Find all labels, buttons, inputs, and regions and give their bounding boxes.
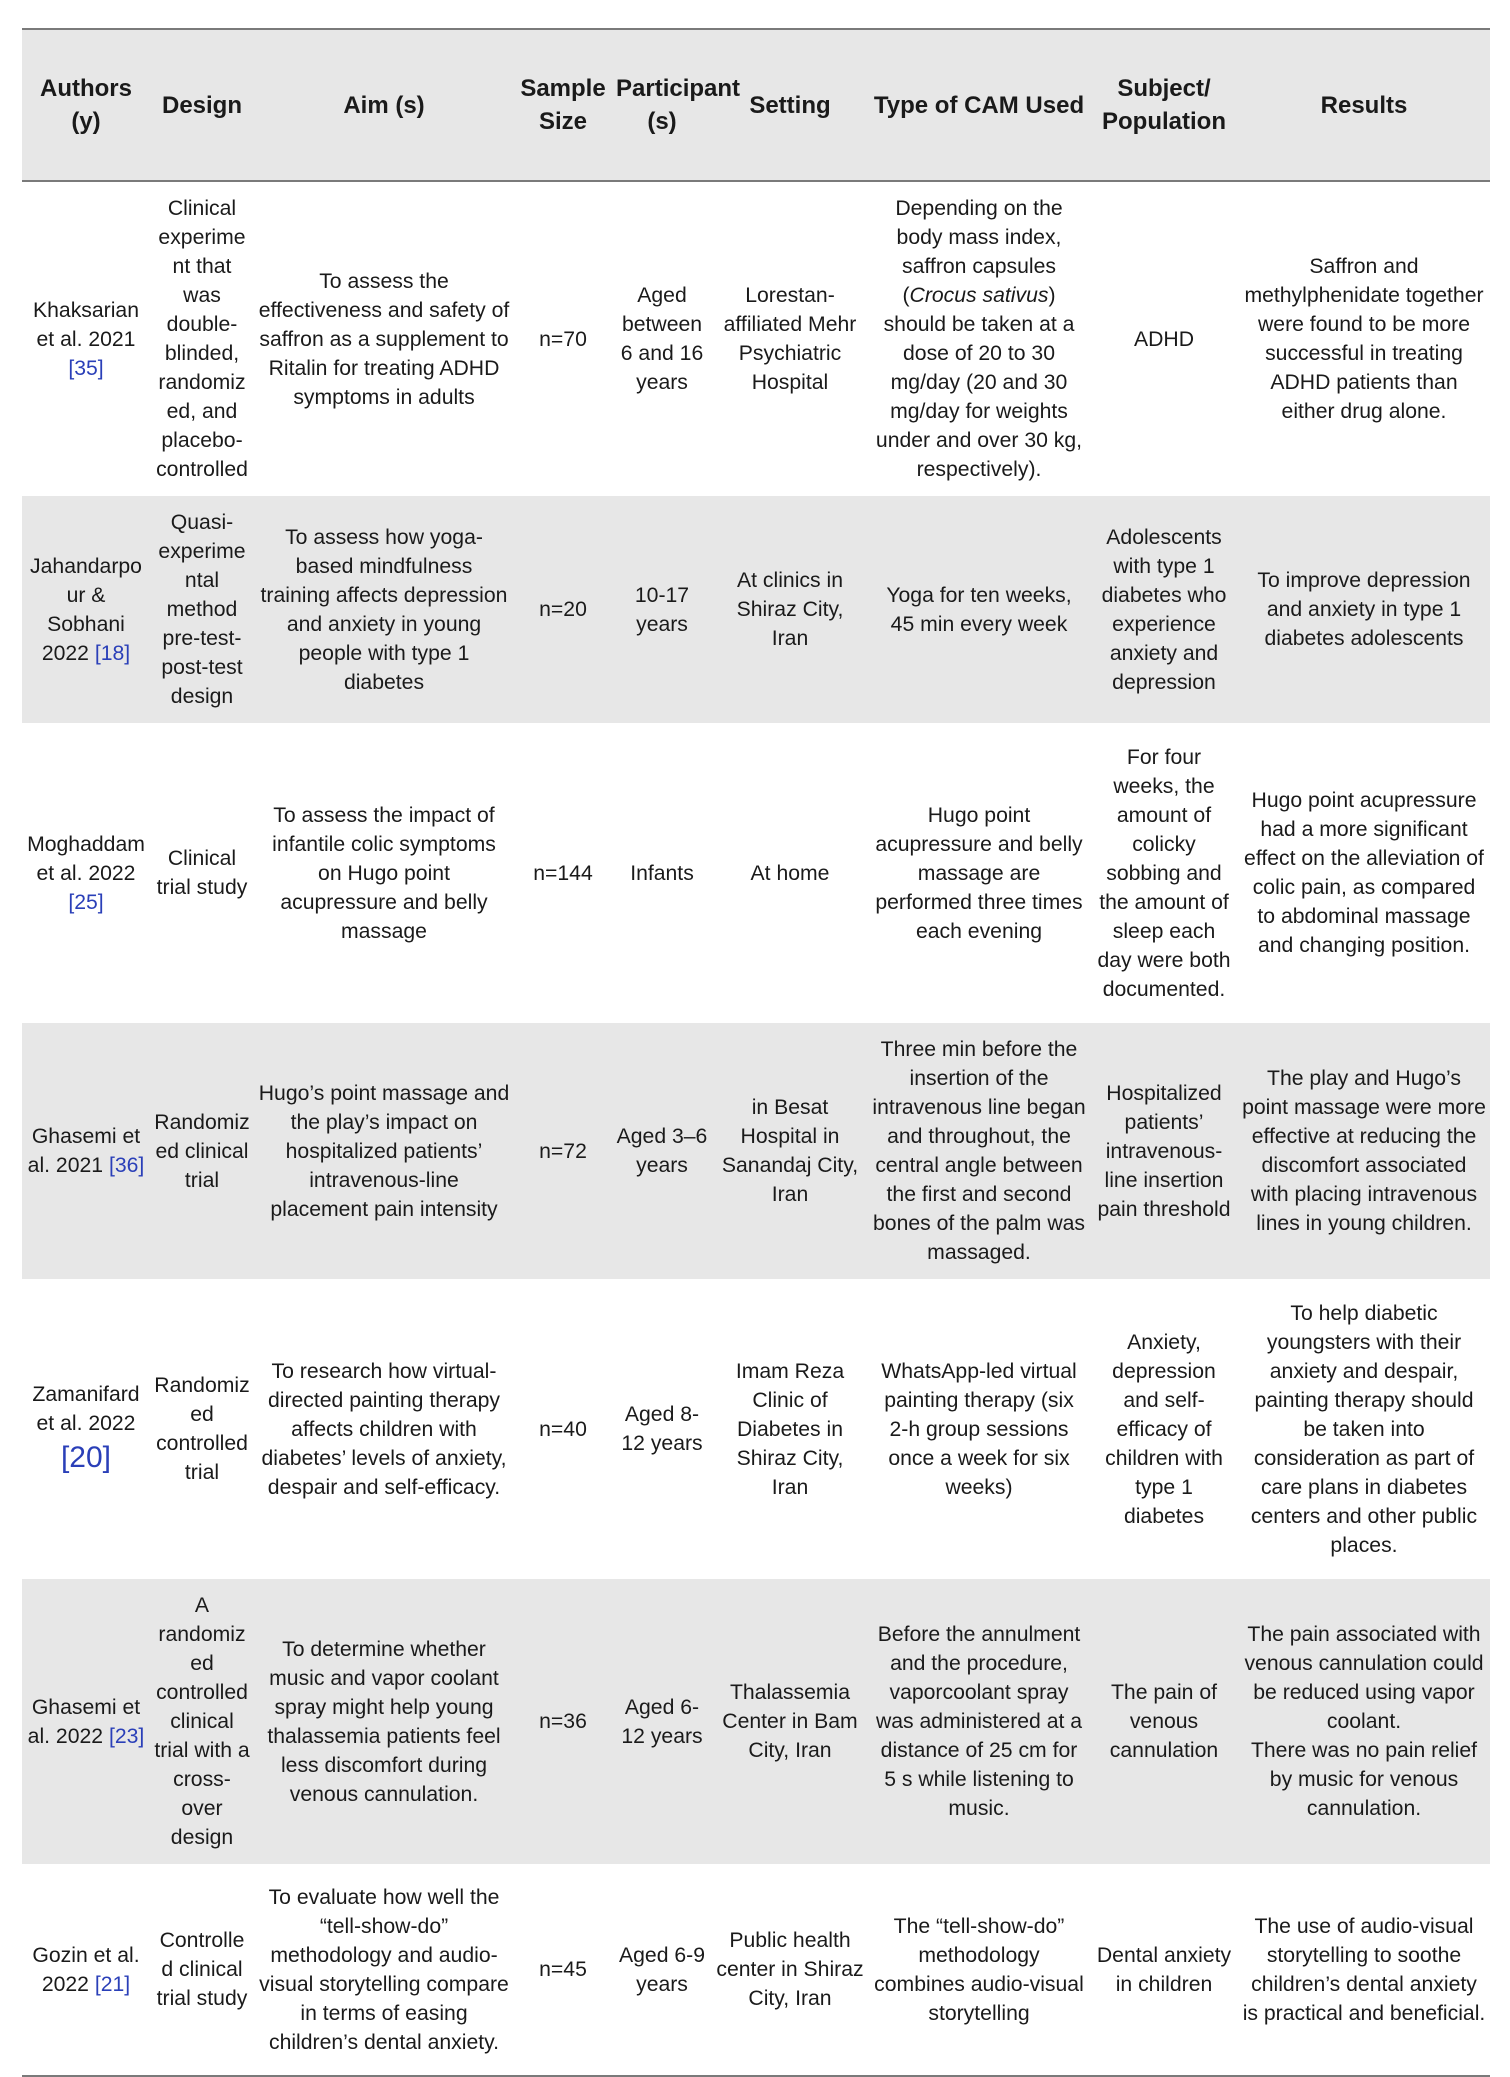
header-cam-type: Type of CAM Used [868,29,1090,181]
reference-link[interactable]: [23] [108,1724,145,1748]
cell-cam-type: Before the annulment and the procedure, vaporcoolant spray was administered at a distance of 25 cm for 5 s while listening to music. [875,1623,1083,1820]
cam-text-pre: Depending on the body mass index, saffron capsules ( [895,197,1063,307]
cell-setting: At clinics in Shiraz City, Iran [736,569,844,650]
table-row [22,1279,1490,1579]
cell-author [22,1864,150,2076]
cell-cam-type: Yoga for ten weeks, 45 min every week [886,583,1072,636]
header-sample-size: Sample Size [514,29,612,181]
author-name: Zamanifard et al. 2022 [32,1383,140,1435]
cell-results: Hugo point acupressure had a more significant effect on the alleviation of colic pain, as compared to abdominal massage and changing position. [1244,789,1484,957]
cell-subject: ADHD [1133,327,1195,351]
cell-author [22,1023,150,1279]
cell-subject: Hospitalized patients’ intravenous-line insertion pain threshold [1097,1081,1231,1221]
cell-participants: Aged between 6 and 16 years [620,284,704,394]
cell-subject: Dental anxiety in children [1090,1864,1238,2076]
cell-results: To improve depression and anxiety in type 1 diabetes adolescents [1257,569,1471,650]
cell-results: Saffron and methylphenidate together were found to be more successful in treating ADHD patients than either drug alone. [1244,255,1484,423]
header-row [22,29,1490,181]
header-subject: Subject/ Population [1090,29,1238,181]
reference-link[interactable]: [20] [60,1441,112,1474]
header-authors: Authors (y) [22,29,150,181]
cam-text-post: ) should be taken at a dose of 20 to 30 mg/day (20 and 30 mg/day for weights under and over 30 kg, respectively). [875,284,1083,481]
cell-author [22,723,150,1023]
cell-sample-size: n=72 [539,1139,587,1163]
cell-results: To help diabetic youngsters with their anxiety and despair, painting therapy should be taken into consideration as part of care plans in diabetes centers and other public places. [1250,1301,1478,1557]
cell-cam-type: Hugo point acupressure and belly massage are performed three times each evening [875,803,1083,943]
header-participants: Participant (s) [612,29,712,181]
results-line: There was no pain relief by music for venous cannulation. [1250,1739,1478,1820]
cell-design: Randomized controlled trial [154,1374,250,1484]
cell-author [22,181,150,496]
cell-sample-size: n=20 [539,598,587,621]
cell-participants: Aged 6-12 years [621,1695,703,1748]
table-row [22,1579,1490,1864]
cell-sample-size: n=40 [539,1417,587,1441]
reference-link[interactable]: [21] [94,1972,131,1996]
cell-design: Randomized clinical trial [154,1110,250,1192]
cell-results [1238,1579,1490,1864]
cell-participants: Infants [630,861,694,885]
cell-author [22,1579,150,1864]
cell-cam-type: The “tell-show-do” methodology combines audio-visual storytelling [868,1864,1090,2076]
reference-link[interactable]: [35] [68,356,104,380]
header-setting: Setting [712,29,868,181]
header-results: Results [1238,29,1490,181]
author-name: Moghaddam et al. 2022 [27,832,145,885]
cell-setting: in Besat Hospital in Sanandaj City, Iran [721,1096,859,1206]
cell-aim: Hugo’s point massage and the play’s impact on hospitalized patients’ intravenous-line placement pain intensity [258,1081,510,1221]
cell-aim: To determine whether music and vapor coolant spray might help young thalassemia patients feel less discomfort during venous cannulation. [267,1637,501,1806]
cell-aim: To assess how yoga-based mindfulness training affects depression and anxiety in young people with type 1 diabetes [260,525,508,694]
author-name: Gozin et al. 2022 [32,1943,140,1996]
author-name: Ghasemi et al. 2022 [27,1695,141,1748]
cell-participants: Aged 6-9 years [612,1864,712,2076]
header-aims: Aim (s) [254,29,514,181]
cell-sample-size: n=45 [514,1864,612,2076]
table-row [22,181,1490,496]
header-design: Design [150,29,254,181]
cell-subject: Anxiety, depression and self-efficacy of children with type 1 diabetes [1105,1330,1223,1528]
cell-author [22,496,150,723]
cell-setting: Thalassemia Center in Bam City, Iran [722,1681,858,1762]
cell-design: Clinical experiment that was double-blinded, randomized, and placebo-controlled [156,197,248,481]
cell-design: Clinical trial study [156,847,248,899]
cell-sample-size: n=70 [539,327,587,351]
scientific-name: Crocus sativus [909,284,1049,307]
cell-setting: Lorestan-affiliated Mehr Psychiatric Hospital [723,284,857,394]
cell-aim: To research how virtual-directed painting therapy affects children with diabetes’ levels of anxiety, despair and self-efficacy. [261,1359,507,1499]
cell-aim: To evaluate how well the “tell-show-do” methodology and audio-visual storytelling compare in terms of easing children’s dental anxiety. [254,1864,514,2076]
cell-cam-type: WhatsApp-led virtual painting therapy (six 2-h group sessions once a week for six weeks) [881,1359,1077,1499]
cell-sample-size: n=144 [533,861,593,885]
cell-setting: Imam Reza Clinic of Diabetes in Shiraz City, Iran [735,1359,845,1499]
author-name: Ghasemi et al. 2021 [27,1125,141,1177]
cell-aim: To assess the impact of infantile colic symptoms on Hugo point acupressure and belly massage [272,803,496,943]
cell-design: Quasi-experimental method pre-test-post-test design [158,511,246,708]
cell-design: A randomized controlled clinical trial with a cross-over design [154,1594,250,1849]
author-name: Khaksarian et al. 2021 [33,298,139,351]
cell-design: Controlled clinical trial study [150,1864,254,2076]
cell-cam-type: Three min before the insertion of the intravenous line began and throughout, the central angle between the first and second bones of the palm was massaged. [872,1038,1086,1264]
reference-link[interactable]: [18] [94,641,131,665]
cell-participants: Aged 8-12 years [621,1403,703,1455]
cam-studies-table [22,28,1490,2077]
table-row [22,723,1490,1023]
table-row [22,496,1490,723]
cell-aim: To assess the effectiveness and safety of saffron as a supplement to Ritalin for treating ADHD symptoms in adults [258,269,510,409]
cell-subject: Adolescents with type 1 diabetes who experience anxiety and depression [1101,525,1227,694]
cell-results: The play and Hugo’s point massage were more effective at reducing the discomfort associated with placing intravenous lines in young children. [1242,1067,1486,1235]
cell-author [22,1279,150,1579]
cell-results: The use of audio-visual storytelling to soothe children’s dental anxiety is practical and beneficial. [1238,1864,1490,2076]
reference-link[interactable]: [25] [68,890,104,914]
cell-setting: At home [750,861,830,885]
table-row [22,1864,1490,2076]
cell-setting: Public health center in Shiraz City, Iran [712,1864,868,2076]
author-name: Jahandarpour & Sobhani 2022 [30,554,142,665]
cell-cam-type [868,181,1090,496]
cell-sample-size: n=36 [539,1710,587,1733]
cell-subject: For four weeks, the amount of colicky sobbing and the amount of sleep each day were both documented. [1097,745,1231,1001]
reference-link[interactable]: [36] [108,1154,145,1177]
cell-participants: 10-17 years [634,583,690,636]
cell-participants: Aged 3–6 years [616,1125,708,1177]
results-line: The pain associated with venous cannulation could be reduced using vapor coolant. [1244,1623,1484,1733]
table-row [22,1023,1490,1279]
cell-subject: The pain of venous cannulation [1109,1681,1219,1762]
